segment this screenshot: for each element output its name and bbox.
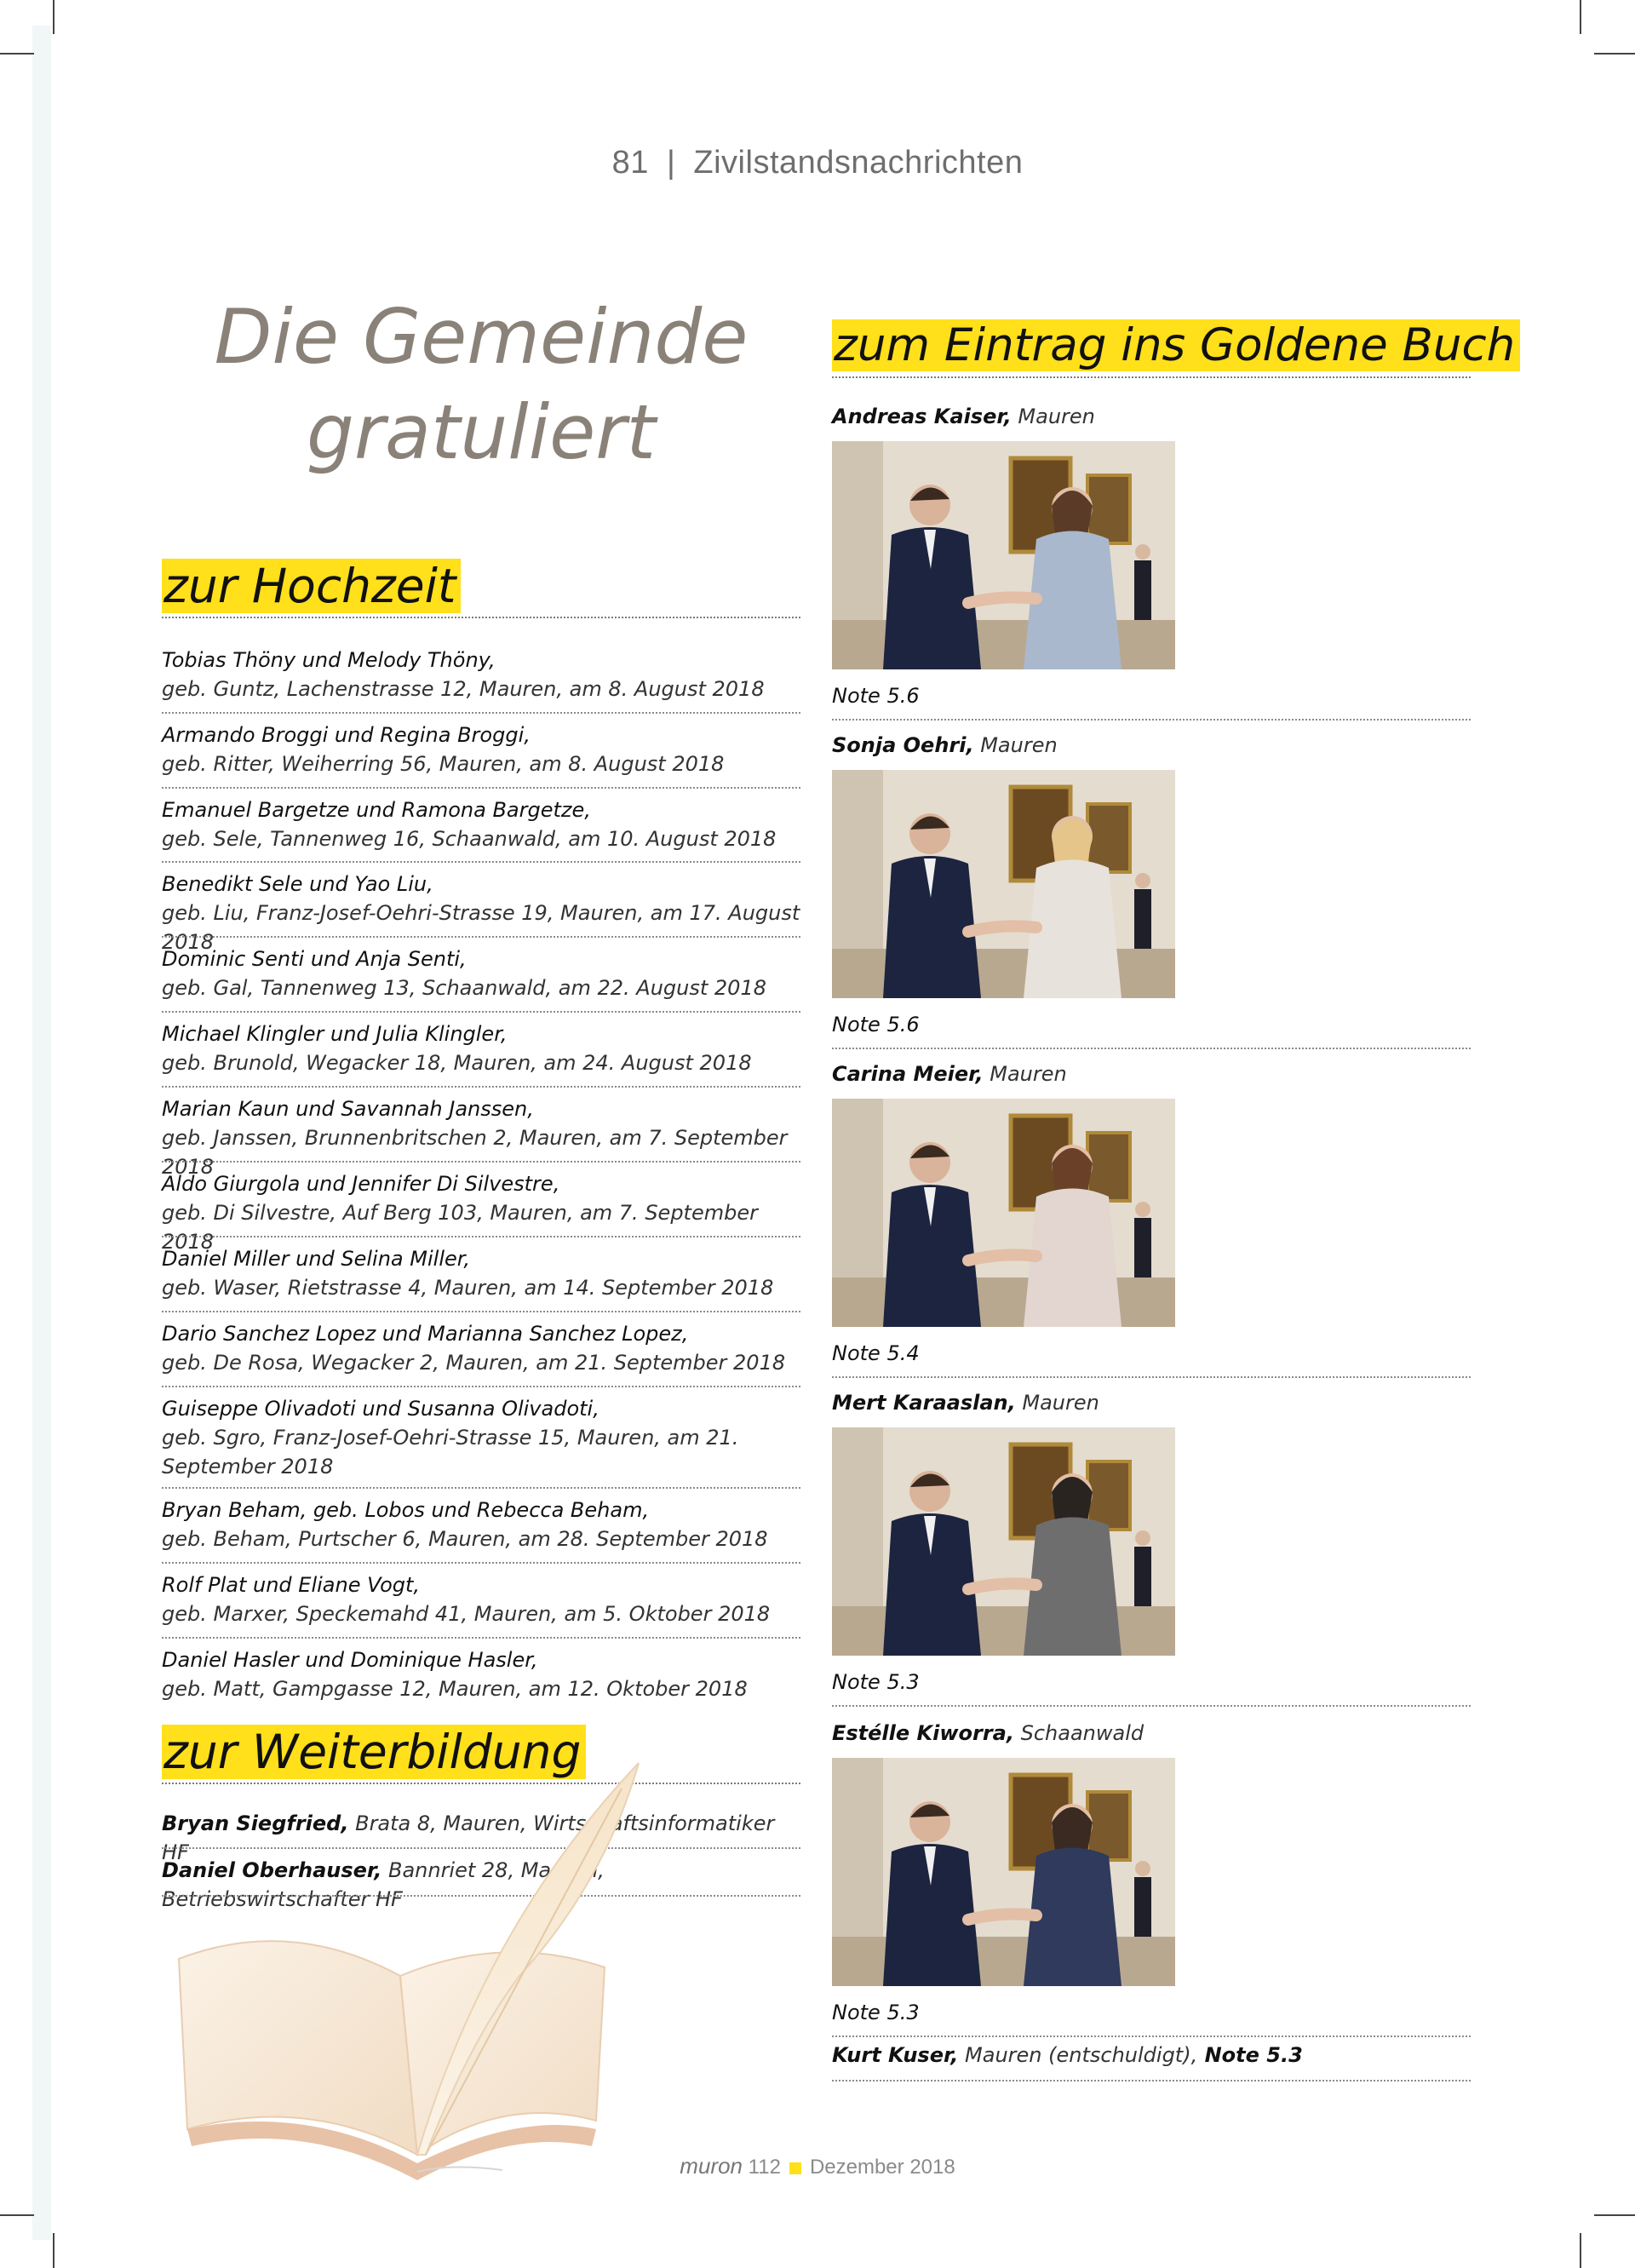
- hochzeit-entry: [162, 721, 800, 778]
- hochzeit-entry-details: geb. De Rosa, Wegacker 2, Mauren, am 21. September 2018: [162, 1351, 786, 1375]
- hochzeit-entry-details: geb. Liu, Franz-Josef-Oehri-Strasse 19, Mauren, am 17. August 2018: [162, 901, 800, 954]
- goldenes-buch-note: Note 5.3: [832, 1670, 920, 1694]
- goldenes-buch-entry: Sonja Oehri, Mauren: [832, 733, 1058, 757]
- hochzeit-entry-names: Dario Sanchez Lopez und Marianna Sanchez Lopez,: [162, 1322, 689, 1346]
- hochzeit-entry-details: geb. Di Silvestre, Auf Berg 103, Mauren, am 7. September 2018: [162, 1201, 758, 1254]
- goldenes-buch-entry: Estélle Kiworra, Schaanwald: [832, 1721, 1144, 1745]
- entry-separator: [832, 2080, 1471, 2081]
- hochzeit-entry-details: geb. Sgro, Franz-Josef-Oehri-Strasse 15, Mauren, am 21. September 2018: [162, 1426, 739, 1479]
- hochzeit-entry-details: geb. Janssen, Brunnenbritschen 2, Mauren, am 7. September 2018: [162, 1126, 788, 1179]
- hochzeit-entry-details: geb. Waser, Rietstrasse 4, Mauren, am 14. September 2018: [162, 1276, 774, 1300]
- section-title: Zivilstandsnachrichten: [693, 145, 1024, 181]
- entry-separator: [162, 712, 800, 714]
- goldenes-buch-heading: zum Eintrag ins Goldene Buch: [832, 318, 1520, 374]
- header-separator: |: [666, 145, 676, 181]
- entry-separator: [832, 719, 1471, 721]
- entry-separator: [832, 2035, 1471, 2037]
- page-title: [162, 290, 800, 480]
- hochzeit-entry-details: geb. Ritter, Weiherring 56, Mauren, am 8. August 2018: [162, 752, 725, 776]
- goldenes-buch-entry: Carina Meier, Mauren: [832, 1062, 1067, 1086]
- entry-separator: [832, 1048, 1471, 1049]
- hochzeit-entry-details: geb. Gal, Tannenweg 13, Schaanwald, am 22. August 2018: [162, 976, 766, 1000]
- page-number: 81: [611, 145, 649, 181]
- book-quill-illustration: [162, 1754, 673, 2197]
- award-photo: [832, 1099, 1175, 1327]
- entry-separator: [162, 1011, 800, 1013]
- entry-separator: [162, 1637, 800, 1639]
- hochzeit-entry-names: Tobias Thöny und Melody Thöny,: [162, 648, 496, 672]
- footer-date: Dezember 2018: [809, 2156, 955, 2179]
- hochzeit-entry: [162, 795, 800, 853]
- hochzeit-entry-names: Michael Klingler und Julia Klingler,: [162, 1022, 508, 1046]
- hochzeit-entry-names: Armando Broggi und Regina Broggi,: [162, 723, 531, 747]
- crop-mark: [1580, 0, 1581, 34]
- hochzeit-entry-names: Aldo Giurgola und Jennifer Di Silvestre,: [162, 1172, 560, 1196]
- hochzeit-entry: [162, 870, 800, 956]
- entry-separator: [162, 1086, 800, 1088]
- hochzeit-entry: [162, 1244, 800, 1302]
- entry-separator: [162, 1386, 800, 1387]
- goldenes-buch-last-entry: Kurt Kuser, Mauren (entschuldigt), Note 5.3: [832, 2043, 1303, 2067]
- hochzeit-entry-details: geb. Marxer, Speckemahd 41, Mauren, am 5. Oktober 2018: [162, 1602, 771, 1626]
- footer-square-icon: [789, 2162, 801, 2174]
- award-photo: [832, 1758, 1175, 1986]
- hochzeit-entry: [162, 1169, 800, 1256]
- hochzeit-entry-names: Emanuel Bargetze und Ramona Bargetze,: [162, 798, 591, 822]
- goldenes-buch-note: Note 5.3: [832, 2001, 920, 2024]
- entry-separator: [832, 1705, 1471, 1707]
- hochzeit-heading: zur Hochzeit: [162, 558, 461, 614]
- page-title-line1: Die Gemeinde: [214, 293, 749, 381]
- goldenes-buch-entry: Andreas Kaiser, Mauren: [832, 405, 1095, 428]
- goldenes-buch-note: Note 5.6: [832, 684, 920, 708]
- hochzeit-entry-details: geb. Brunold, Wegacker 18, Mauren, am 24. August 2018: [162, 1051, 752, 1075]
- entry-separator: [162, 787, 800, 789]
- page-header: [0, 145, 1635, 181]
- hochzeit-entry: [162, 945, 800, 1002]
- weiterbildung-entry: Bryan Siegfried, Brata 8, Mauren, Wirtschaftsinformatiker HF: [162, 1812, 775, 1864]
- crop-mark: [1594, 2214, 1635, 2216]
- hochzeit-entry-names: Dominic Senti und Anja Senti,: [162, 947, 467, 971]
- hochzeit-entry: [162, 646, 800, 703]
- award-photo: [832, 441, 1175, 669]
- hochzeit-entry: [162, 1394, 800, 1481]
- hochzeit-entry-names: Benedikt Sele und Yao Liu,: [162, 872, 433, 896]
- hochzeit-entry-names: Daniel Miller und Selina Miller,: [162, 1247, 471, 1271]
- footer-brand: muron: [680, 2153, 743, 2179]
- hochzeit-rule: [162, 617, 800, 618]
- hochzeit-entry: [162, 1319, 800, 1377]
- hochzeit-entry: [162, 1645, 800, 1703]
- page-edge: [32, 26, 51, 2240]
- weiterbildung-entry: Daniel Oberhauser, Bannriet 28, Mauren, Betriebswirtschafter HF: [162, 1858, 605, 1911]
- goldenes-buch-note: Note 5.4: [832, 1341, 920, 1365]
- crop-mark: [1594, 53, 1635, 55]
- award-photo: [832, 1427, 1175, 1656]
- hochzeit-entry: [162, 1019, 800, 1077]
- entry-separator: [162, 1311, 800, 1312]
- goldenes-buch-entry: Mert Karaaslan, Mauren: [832, 1391, 1099, 1415]
- hochzeit-entry-details: geb. Guntz, Lachenstrasse 12, Mauren, am 8. August 2018: [162, 677, 765, 701]
- hochzeit-entry-names: Daniel Hasler und Dominique Hasler,: [162, 1648, 538, 1672]
- weiterbildung-heading: zur Weiterbildung: [162, 1724, 586, 1780]
- crop-mark: [0, 2214, 34, 2216]
- entry-separator: [832, 1376, 1471, 1378]
- crop-mark: [53, 2233, 54, 2268]
- entry-separator: [162, 1487, 800, 1489]
- hochzeit-entry-details: geb. Sele, Tannenweg 16, Schaanwald, am 10. August 2018: [162, 827, 777, 851]
- page-title-line2: gratuliert: [307, 388, 656, 476]
- goldenes-buch-rule: [832, 376, 1471, 378]
- footer-issue: 112: [748, 2156, 781, 2179]
- crop-mark: [53, 0, 54, 34]
- entry-separator: [162, 936, 800, 938]
- hochzeit-entry-names: Marian Kaun und Savannah Janssen,: [162, 1097, 534, 1121]
- hochzeit-entry: [162, 1570, 800, 1628]
- hochzeit-entry-names: Rolf Plat und Eliane Vogt,: [162, 1573, 421, 1597]
- crop-mark: [1580, 2233, 1581, 2268]
- hochzeit-entry-names: Bryan Beham, geb. Lobos und Rebecca Beham,: [162, 1498, 650, 1522]
- award-photo: [832, 770, 1175, 998]
- hochzeit-entry: [162, 1496, 800, 1553]
- hochzeit-entry-details: geb. Beham, Purtscher 6, Mauren, am 28. September 2018: [162, 1527, 768, 1551]
- hochzeit-entry-details: geb. Matt, Gampgasse 12, Mauren, am 12. Oktober 2018: [162, 1677, 748, 1701]
- crop-mark: [0, 53, 34, 55]
- entry-separator: [162, 1562, 800, 1564]
- hochzeit-entry-names: Guiseppe Olivadoti und Susanna Olivadoti,: [162, 1397, 600, 1421]
- entry-separator: [162, 1161, 800, 1163]
- hochzeit-entry: [162, 1094, 800, 1181]
- entry-separator: [162, 1236, 800, 1237]
- entry-separator: [162, 861, 800, 863]
- page-footer: [0, 2153, 1635, 2179]
- goldenes-buch-note: Note 5.6: [832, 1013, 920, 1036]
